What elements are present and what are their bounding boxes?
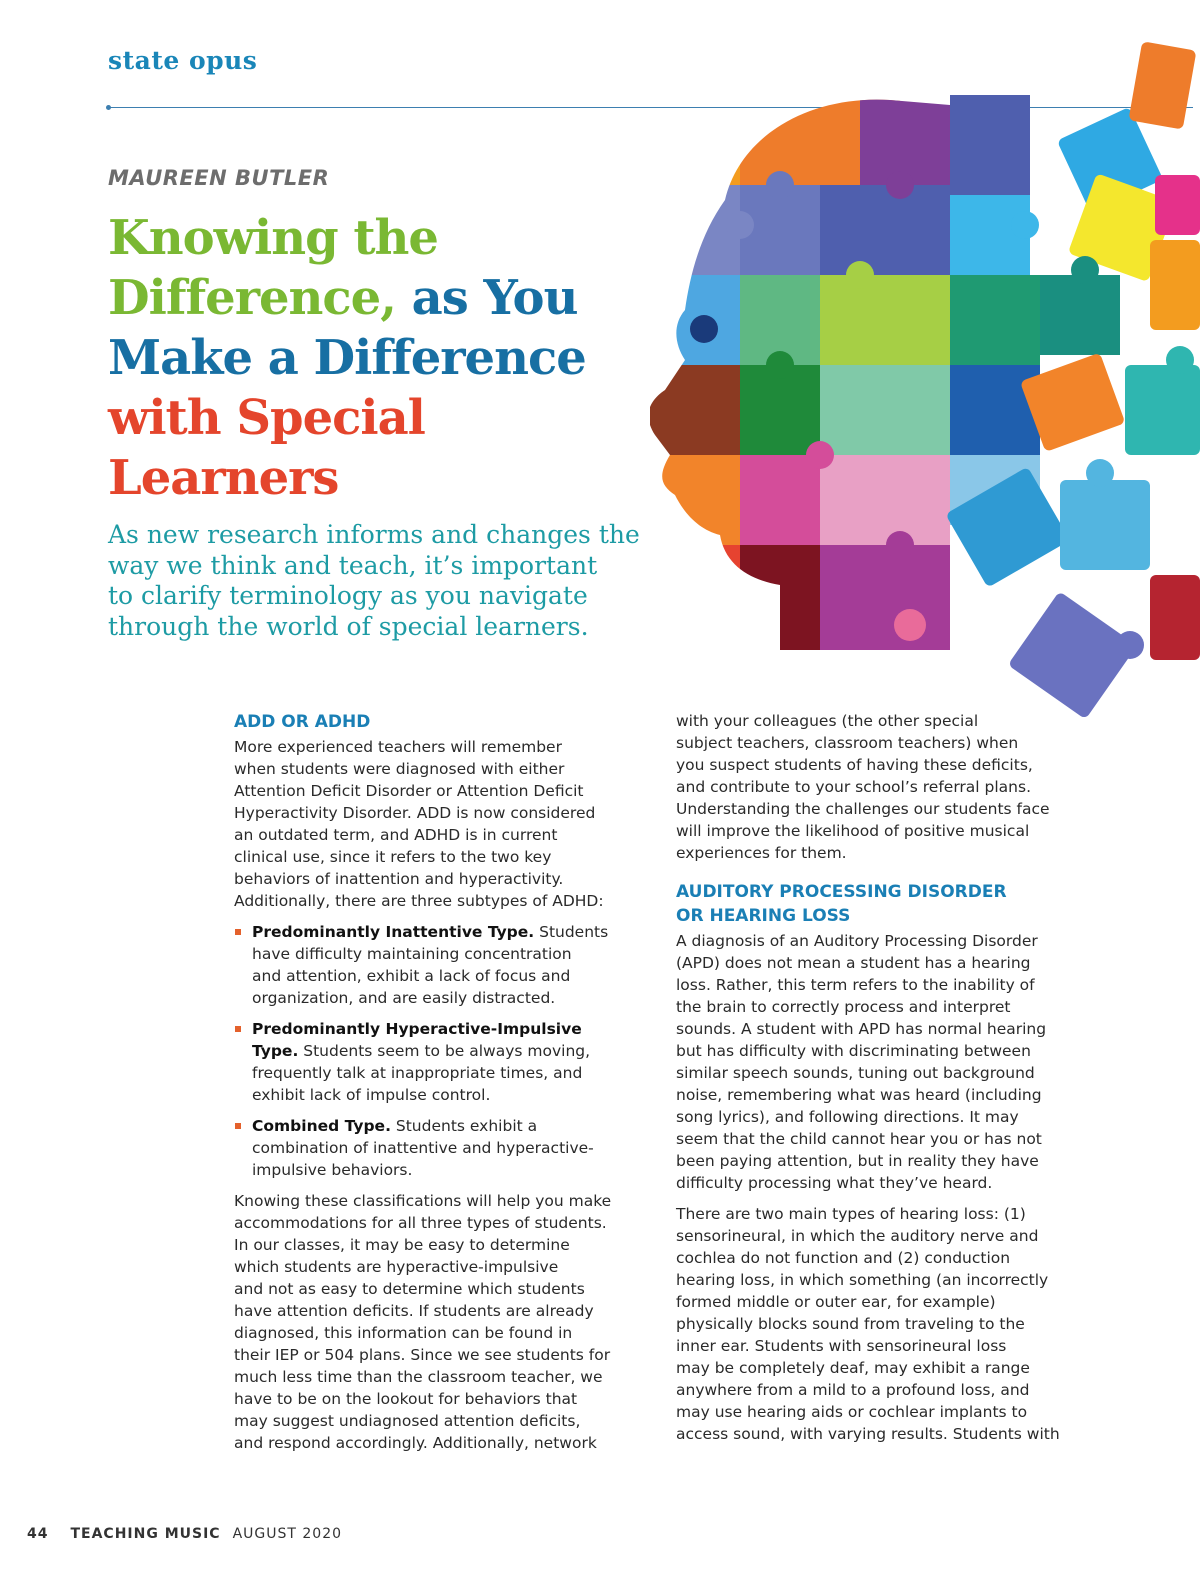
- text-line: may be completely deaf, may exhibit a range: [676, 1359, 1030, 1377]
- text-line: frequently talk at inappropriate times, and: [252, 1064, 583, 1082]
- text-line: similar speech sounds, tuning out background: [676, 1064, 1035, 1082]
- text-line: and not as easy to determine which students: [234, 1280, 585, 1298]
- text-line: sensorineural, in which the auditory nerve and: [676, 1227, 1039, 1245]
- magazine-name: TEACHING MUSIC: [70, 1526, 221, 1542]
- page-number: 44: [27, 1526, 49, 1542]
- text-line: been paying attention, but in reality they have: [676, 1152, 1039, 1170]
- puzzle-head-illustration: [630, 25, 1200, 730]
- text-line: [252, 921, 654, 943]
- text-line: subject teachers, classroom teachers) when: [676, 734, 1019, 752]
- text-line: formed middle or outer ear, for example): [676, 1293, 996, 1311]
- text-fragment: Students seem to be always moving,: [298, 1042, 591, 1060]
- list-item: [234, 1115, 654, 1181]
- page-footer: [27, 1526, 342, 1542]
- text-line: with your colleagues (the other special: [676, 712, 979, 730]
- text-line: which students are hyperactive-impulsive: [234, 1258, 559, 1276]
- text-line: will improve the likelihood of positive musical: [676, 822, 1030, 840]
- subheading-apd: [676, 880, 1096, 928]
- text-line: Knowing these classifications will help you make: [234, 1192, 612, 1210]
- author-byline: MAUREEN BUTLER: [108, 166, 330, 190]
- text-line: physically blocks sound from traveling to the: [676, 1315, 1025, 1333]
- text-line: noise, remembering what was heard (including: [676, 1086, 1042, 1104]
- list-item: [234, 1018, 654, 1106]
- text-fragment: Students exhibit a: [390, 1117, 538, 1135]
- subheading-add-adhd: [234, 710, 654, 734]
- paragraph: [234, 1190, 654, 1454]
- text-line: you suspect students of having these deficits,: [676, 756, 1033, 774]
- text-line: loss. Rather, this term refers to the inability of: [676, 976, 1035, 994]
- headline-fragment: as You: [395, 270, 578, 326]
- text-line: Hyperactivity Disorder. ADD is now considered: [234, 804, 596, 822]
- bold-term: Type.: [252, 1042, 299, 1060]
- text-fragment: Students: [534, 923, 609, 941]
- deck-line: As new research informs and changes the: [108, 520, 640, 549]
- section-label: state opus: [108, 46, 258, 75]
- text-line: access sound, with varying results. Students with: [676, 1425, 1060, 1443]
- body-column-left: [234, 710, 654, 1463]
- paragraph: [676, 1203, 1096, 1445]
- text-line: song lyrics), and following directions. It may: [676, 1108, 1019, 1126]
- headline-line: Knowing the: [108, 210, 438, 266]
- text-line: In our classes, it may be easy to determine: [234, 1236, 570, 1254]
- text-line: and respond accordingly. Additionally, network: [234, 1434, 597, 1452]
- text-line: Attention Deficit Disorder or Attention Deficit: [234, 782, 584, 800]
- list-item: [234, 921, 654, 1009]
- bullet-square-icon: [235, 1026, 241, 1032]
- text-line: A diagnosis of an Auditory Processing Disorder: [676, 932, 1038, 950]
- text-line: have difficulty maintaining concentration: [252, 945, 572, 963]
- text-line: accommodations for all three types of students.: [234, 1214, 607, 1232]
- paragraph: [676, 710, 1096, 864]
- text-line: inner ear. Students with sensorineural loss: [676, 1337, 1007, 1355]
- text-line: have to be on the lookout for behaviors that: [234, 1390, 578, 1408]
- text-line: sounds. A student with APD has normal hearing: [676, 1020, 1047, 1038]
- text-line: Additionally, there are three subtypes of ADHD:: [234, 892, 604, 910]
- deck-line: to clarify terminology as you navigate: [108, 581, 588, 610]
- paragraph: [234, 736, 654, 912]
- text-line: impulsive behaviors.: [252, 1161, 413, 1179]
- text-line: combination of inattentive and hyperactive-: [252, 1139, 594, 1157]
- bullet-square-icon: [235, 929, 241, 935]
- headline-line: [108, 268, 628, 328]
- text-line: Understanding the challenges our students face: [676, 800, 1050, 818]
- text-line: organization, and are easily distracted.: [252, 989, 556, 1007]
- subheading-line: AUDITORY PROCESSING DISORDER: [676, 882, 1007, 902]
- deck-line: through the world of special learners.: [108, 611, 589, 641]
- headline-line: with Special: [108, 390, 425, 446]
- headline-line: Learners: [108, 450, 339, 506]
- text-line: may use hearing aids or cochlear implants to: [676, 1403, 1028, 1421]
- article-deck: [108, 520, 640, 642]
- text-line: cochlea do not function and (2) conduction: [676, 1249, 1011, 1267]
- bold-term: Predominantly Inattentive Type.: [252, 923, 535, 941]
- headline-line: Make a Difference: [108, 330, 586, 386]
- header-rule-dot: [106, 105, 111, 110]
- text-line: More experienced teachers will remember: [234, 738, 562, 756]
- text-line: an outdated term, and ADHD is in current: [234, 826, 558, 844]
- bold-term: Predominantly Hyperactive-Impulsive: [252, 1020, 582, 1038]
- issue-date: AUGUST 2020: [232, 1526, 343, 1542]
- bullet-square-icon: [235, 1123, 241, 1129]
- text-line: hearing loss, in which something (an incorrectly: [676, 1271, 1049, 1289]
- text-line: behaviors of inattention and hyperactivity.: [234, 870, 564, 888]
- text-line: (APD) does not mean a student has a hearing: [676, 954, 1031, 972]
- paragraph: [676, 930, 1096, 1194]
- text-line: clinical use, since it refers to the two key: [234, 848, 552, 866]
- headline-fragment: Difference,: [108, 270, 396, 326]
- text-line: much less time than the classroom teacher, we: [234, 1368, 603, 1386]
- text-line: the brain to correctly process and interpret: [676, 998, 1011, 1016]
- adhd-subtypes-list: [234, 921, 654, 1181]
- text-line: and attention, exhibit a lack of focus and: [252, 967, 571, 985]
- text-line: seem that the child cannot hear you or has not: [676, 1130, 1042, 1148]
- text-line: [252, 1040, 654, 1062]
- text-line: anywhere from a mild to a profound loss, and: [676, 1381, 1030, 1399]
- subheading-line: ADD OR ADHD: [234, 712, 371, 732]
- text-line: [252, 1115, 654, 1137]
- bold-term: Combined Type.: [252, 1117, 391, 1135]
- text-line: exhibit lack of impulse control.: [252, 1086, 491, 1104]
- text-line: difficulty processing what they’ve heard.: [676, 1174, 993, 1192]
- text-line: There are two main types of hearing loss: (1): [676, 1205, 1026, 1223]
- text-line: but has difficulty with discriminating between: [676, 1042, 1031, 1060]
- text-line: may suggest undiagnosed attention deficits,: [234, 1412, 581, 1430]
- text-line: when students were diagnosed with either: [234, 760, 565, 778]
- subheading-line: OR HEARING LOSS: [676, 906, 851, 926]
- body-column-right: [676, 710, 1096, 1454]
- text-line: their IEP or 504 plans. Since we see students for: [234, 1346, 611, 1364]
- text-line: and contribute to your school’s referral plans.: [676, 778, 1032, 796]
- text-line: diagnosed, this information can be found in: [234, 1324, 573, 1342]
- deck-line: way we think and teach, it’s important: [108, 550, 598, 580]
- text-line: [252, 1018, 654, 1040]
- text-line: experiences for them.: [676, 844, 847, 862]
- text-line: have attention deficits. If students are already: [234, 1302, 594, 1320]
- article-headline: [108, 208, 628, 508]
